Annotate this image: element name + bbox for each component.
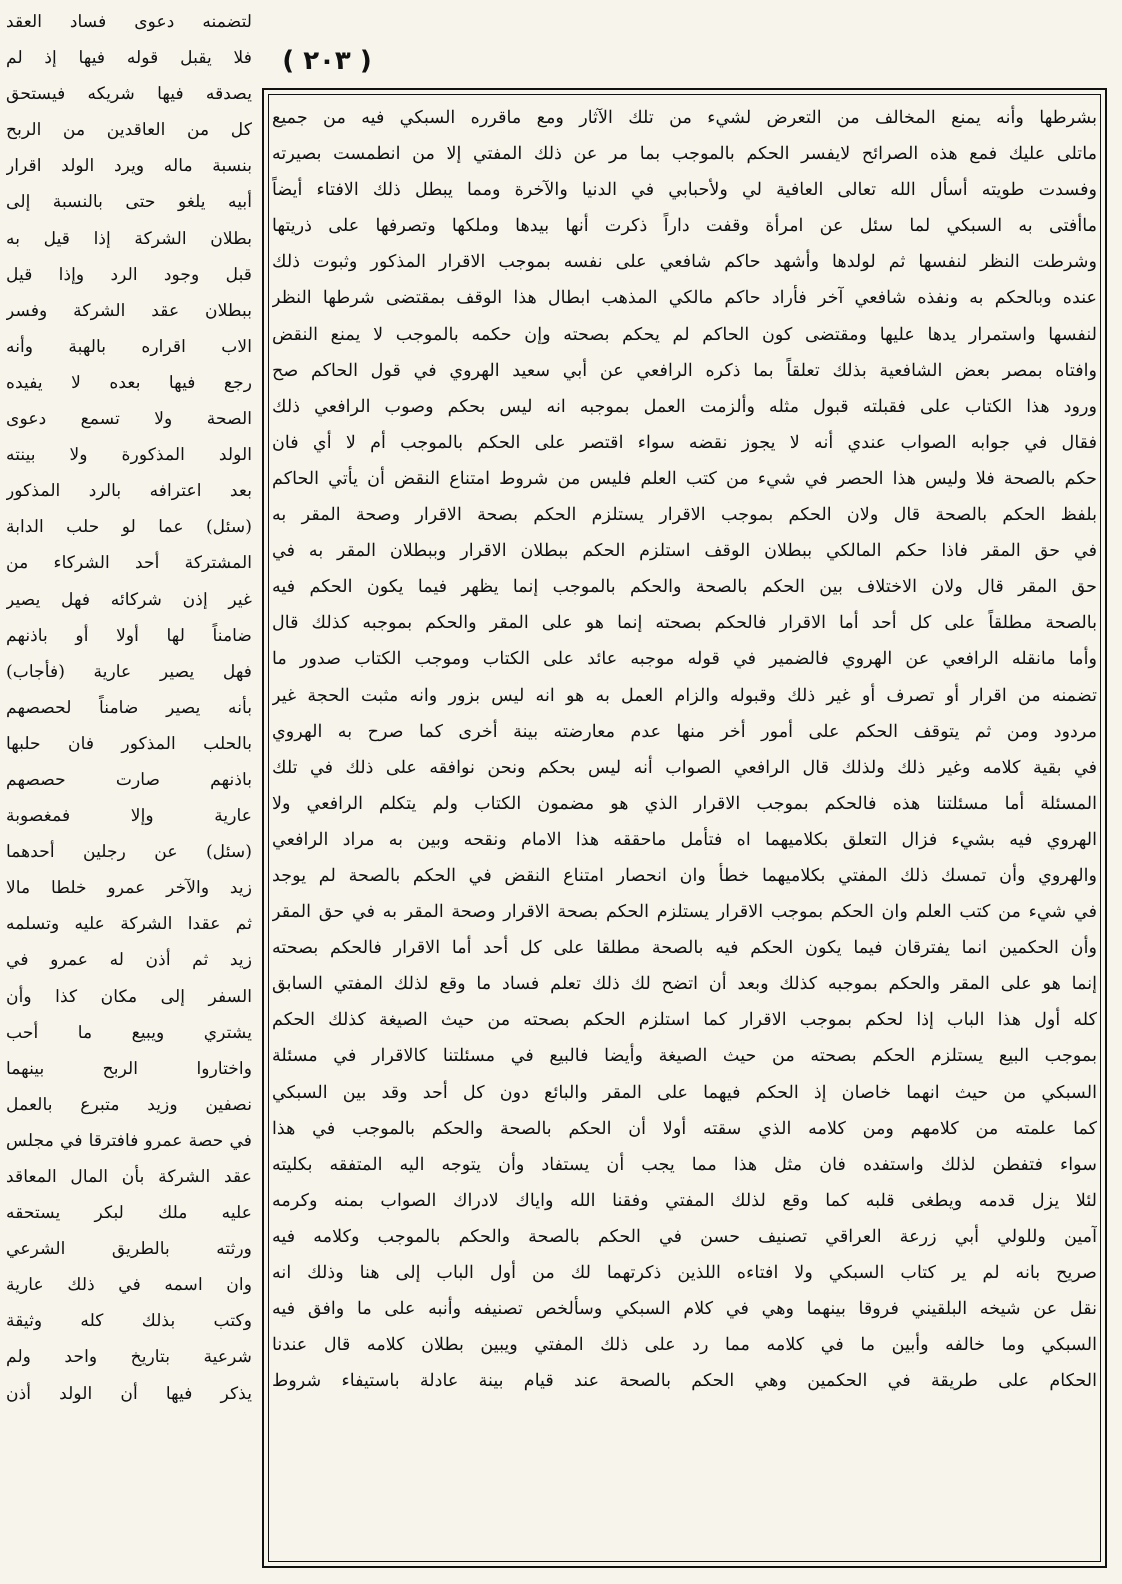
margin-text-line: السفر إلى مكان كذا وأن bbox=[6, 986, 252, 1007]
margin-text-line: كل من العاقدين من الربح bbox=[6, 120, 252, 141]
margin-text-line: نصفين وزيد متبرع بالعمل bbox=[6, 1094, 252, 1115]
margin-text-line: زيد والآخر عمرو خلطا مالا bbox=[6, 878, 252, 899]
main-text-line: بلفظ الحكم بالصحة قال ولان الحكم بموجب الاقرار يستلزم الحكم بصحة الاقرار وصحة المقر به bbox=[272, 505, 1097, 526]
margin-text-line: عليه ملك لبكر يستحقه bbox=[6, 1203, 252, 1224]
margin-text-line: المشتركة أحد الشركاء من bbox=[6, 553, 252, 574]
margin-text-line: فلا يقبل قوله فيها إذ لم bbox=[6, 48, 252, 69]
main-text-line: كما علمته من كلامهم ومن كلامه الذي سقته أولا أن الحكم بالصحة والحكم بالموجب في هذا bbox=[272, 1118, 1097, 1139]
main-text-line: وأما مانقله الرافعي عن الهروي فالضمير في قوله موجبه عائد على الكتاب وموجب الكتاب صدور ما bbox=[272, 649, 1097, 670]
margin-text-line: بعد اعترافه بالرد المذكور bbox=[6, 481, 252, 502]
page-number: ( ٢٠٣ ) bbox=[282, 46, 372, 76]
main-text-line: عنده وبالحكم به ونفذه شافعي آخر فأراد حاكم مالكي المذهب ابطال هذا الوقف بمقتضى شرطها النظر bbox=[272, 288, 1097, 309]
margin-text-line: وان اسمه في ذلك عارية bbox=[6, 1275, 252, 1296]
margin-text-line: رجع فيها بعده لا يفيده bbox=[6, 372, 252, 393]
main-text-line: السبكي من حيث انهما خاصان إذ الحكم فيهما على المقر والبائع دون كل أحد وقد بين السبكي bbox=[272, 1082, 1097, 1103]
main-text-line: في شيء من كتب العلم وان الحكم بموجب الاقرار يستلزم الحكم بصحة الاقرار وصحة المقر به في حق المقر bbox=[272, 902, 1097, 923]
main-text-column bbox=[272, 100, 1097, 1399]
main-text-line: لنفسها واستمرار يدها عليها ومقتضى كون الحاكم لم يحكم بصحته وإن حكمه بالموجب لا يمنع النقض bbox=[272, 324, 1097, 345]
main-text-line: ماأفتى به السبكي لما سئل عن امرأة وقفت داراً ذكرت أنها بيدها وملكها وتصرفها على ذريتها bbox=[272, 216, 1097, 237]
margin-text-line: وكتب بذلك كله وثيقة bbox=[6, 1311, 252, 1332]
main-text-line: بالصحة مطلقاً على كل أحد أما الاقرار فالحكم بصحته إنما هو على المقر والحكم بموجبه كذلك قال bbox=[272, 613, 1097, 634]
margin-text-line: في حصة عمرو فافترقا في مجلس bbox=[6, 1130, 252, 1151]
margin-text-line: (سئل) عن رجلين أحدهما bbox=[6, 842, 252, 863]
main-text-line: ماتلى عليك فمع هذه الصرائح لايفسر الحكم بالموجب بما مر عن ذلك المفتي إلا من انطمست بصيرته bbox=[272, 144, 1097, 165]
main-text-line: وأن الحكمين انما يفترقان فيما يكون الحكم فيه بالصحة مطلقا على كل أحد أما الاقرار فالحكم بصحته bbox=[272, 938, 1097, 959]
main-text-line: نقل عن شيخه البلقيني فروقا بينهما وهي في كلام السبكي وسألخص تصنيفه وأنبه على ما وافق فيه bbox=[272, 1299, 1097, 1320]
margin-text-line: أبيه يلغو حتى بالنسبة إلى bbox=[6, 192, 252, 213]
margin-text-line: شرعية بتاريخ واحد ولم bbox=[6, 1347, 252, 1368]
margin-text-line: قبل وجود الرد وإذا قيل bbox=[6, 264, 252, 285]
margin-text-line: الاب اقراره بالهبة وأنه bbox=[6, 336, 252, 357]
margin-text-line: بأنه يصير ضامناً لحصصهم bbox=[6, 697, 252, 718]
margin-text-line: عارية وإلا فمغصوبة bbox=[6, 806, 252, 827]
margin-text-line: الولد المذكورة ولا بينته bbox=[6, 445, 252, 466]
margin-commentary-column bbox=[6, 4, 252, 1412]
margin-text-line: (سئل) عما لو حلب الدابة bbox=[6, 517, 252, 538]
margin-text-line: بنسبة ماله ويرد الولد اقرار bbox=[6, 156, 252, 177]
main-text-line: في بقية كلامه وغير ذلك ولذلك قال الرافعي الصواب أنه ليس بحكم ونحن نوافقه على ذلك في تلك bbox=[272, 757, 1097, 778]
main-text-line: وافتاه بمصر بعض الشافعية بذلك تعلقاً بما ذكره الرافعي عن أبي سعيد الهروي في قول الحاكم صح bbox=[272, 360, 1097, 381]
main-text-line: تضمنه من اقرار أو تصرف أو غير ذلك وقبوله والزام العمل به هو انه ليس بزور وانه مثبت الحجة غير bbox=[272, 685, 1097, 706]
main-text-line: مردود ومن ثم يتوقف الحكم على أمور أخر منها عدم معارضته بينة أخرى كما صرح به الهروي bbox=[272, 721, 1097, 742]
main-text-line: في حق المقر فاذا حكم المالكي ببطلان الوقف استلزم الحكم ببطلان الاقرار وببطلان المقر به في bbox=[272, 541, 1097, 562]
main-text-line: صريح بانه لم ير كتاب السبكي ولا افتاءه اللذين ذكرتهما لك من أول الباب إلى هنا وذلك انه bbox=[272, 1263, 1097, 1283]
margin-text-line: زيد ثم أذن له عمرو في bbox=[6, 950, 252, 971]
main-text-line: وفسدت طويته أسأل الله تعالى العافية لي ولأحبابي في الدنيا والآخرة ومما يبطل ذلك الافتاء أيضاً bbox=[272, 180, 1097, 201]
main-text-line: حكم بالصحة فلا وليس هذا الحصر في شيء من كتب العلم فليس من شروط امتناع النقض أن يأتي الحاكم bbox=[272, 468, 1097, 489]
margin-text-line: واختاروا الربح بينهما bbox=[6, 1058, 252, 1079]
margin-text-line: يشتري ويبيع ما أحب bbox=[6, 1022, 252, 1043]
main-text-line: والهروي وأن تمسك ذلك المفتي بكلاميهما خطأ وان انحصار امتناع النقض في الحكم بالصحة لم يوجد bbox=[272, 865, 1097, 886]
margin-text-line: يذكر فيها أن الولد أذن bbox=[6, 1383, 252, 1404]
margin-text-line: الصحة ولا تسمع دعوى bbox=[6, 409, 252, 430]
margin-text-line: ببطلان عقد الشركة وفسر bbox=[6, 300, 252, 321]
main-text-line: لئلا يزل قدمه ويطغى قلبه كما وقع لذلك المفتي وفقنا الله واياك لادراك الصواب بمنه وكرمه bbox=[272, 1190, 1097, 1211]
margin-text-line: ثم عقدا الشركة عليه وتسلمه bbox=[6, 914, 252, 935]
main-text-line: آمين وللولي أبي زرعة العراقي تصنيف حسن في الحكم بالصحة والحكم بالموجب وكلامه فيه bbox=[272, 1226, 1097, 1247]
main-text-line: سواء فتفطن لذلك واستفده فان مثل هذا مما يجب أن يستفاد وأن يتوجه اليه المتفقه بكليته bbox=[272, 1154, 1097, 1175]
main-text-line: المسئلة أما مسئلتنا هذه فالحكم بموجب الاقرار الذي هو مضمون الكتاب ولم يتكلم الرافعي ولا bbox=[272, 793, 1097, 814]
main-text-line: السبكي وما خالفه وأبين ما في كلامه مما رد على ذلك المفتي ويبين بطلان كلامه قال عندنا bbox=[272, 1335, 1097, 1356]
main-text-line: إنما هو على المقر والحكم بموجبه كذلك وبعد أن اتضح لك ذلك تعلم فساد ما وقع لذلك المفتي السابق bbox=[272, 974, 1097, 995]
margin-text-line: باذنهم صارت حصصهم bbox=[6, 769, 252, 790]
main-text-line: الحكام على طريقة في الحكمين وهي الحكم بالصحة عند قيام بينة عادلة باستيفاء شروط bbox=[272, 1371, 1097, 1392]
margin-text-line: ضامناً لها أولا أو باذنهم bbox=[6, 625, 252, 646]
main-text-line: كله أول هذا الباب إذا لحكم بموجب الاقرار كما استلزم الحكم بصحته من حيث الصيغة كذلك الحكم bbox=[272, 1010, 1097, 1031]
margin-text-line: ورثته بالطريق الشرعي bbox=[6, 1239, 252, 1260]
main-text-line: الهروي فيه بشيء فزال التعلق بكلاميهما اه فتأمل ماحققه هذا الامام ونقحه وبين به مراد الرافعي bbox=[272, 829, 1097, 850]
margin-text-line: يصدقه فيها شريكه فيستحق bbox=[6, 84, 252, 105]
margin-text-line: بطلان الشركة إذا قيل به bbox=[6, 228, 252, 249]
margin-text-line: لتضمنه دعوى فساد العقد bbox=[6, 12, 252, 32]
margin-text-line: بالحلب المذكور فان حلبها bbox=[6, 733, 252, 754]
main-text-line: حق المقر قال ولان الاختلاف بين الحكم بالصحة والحكم بالموجب إنما يظهر فيما يكون الحكم فيه bbox=[272, 577, 1097, 598]
main-text-line: بشرطها وأنه يمنع المخالف من التعرض لشيء من تلك الآثار ومع ماقرره السبكي فيه من جميع bbox=[272, 108, 1097, 128]
margin-text-line: فهل يصير عارية (فأجاب) bbox=[6, 661, 252, 682]
margin-text-line: غير إذن شركائه فهل يصير bbox=[6, 589, 252, 610]
main-text-line: وشرطت النظر لنفسها ثم لولدها وأشهد حاكم شافعي على نفسه بموجب الاقرار المذكور وثبوت ذلك bbox=[272, 252, 1097, 273]
margin-text-line: عقد الشركة بأن المال المعاقد bbox=[6, 1167, 252, 1187]
main-text-line: ورود هذا الكتاب على فقبلته قبول مثله وألزمت العمل بموجبه انه ليس بحكم وصوب الرافعي ذلك bbox=[272, 396, 1097, 417]
main-text-line: فقال في جوابه الصواب عندي أنه لا يجوز نقضه سواء اقتصر على الحكم بالموجب أم لا أي فان bbox=[272, 432, 1097, 453]
main-text-line: بموجب البيع يستلزم الحكم بصحته من حيث الصيغة وأيضا فالبيع في مسئلتنا كالاقرار في مسئلة bbox=[272, 1046, 1097, 1067]
